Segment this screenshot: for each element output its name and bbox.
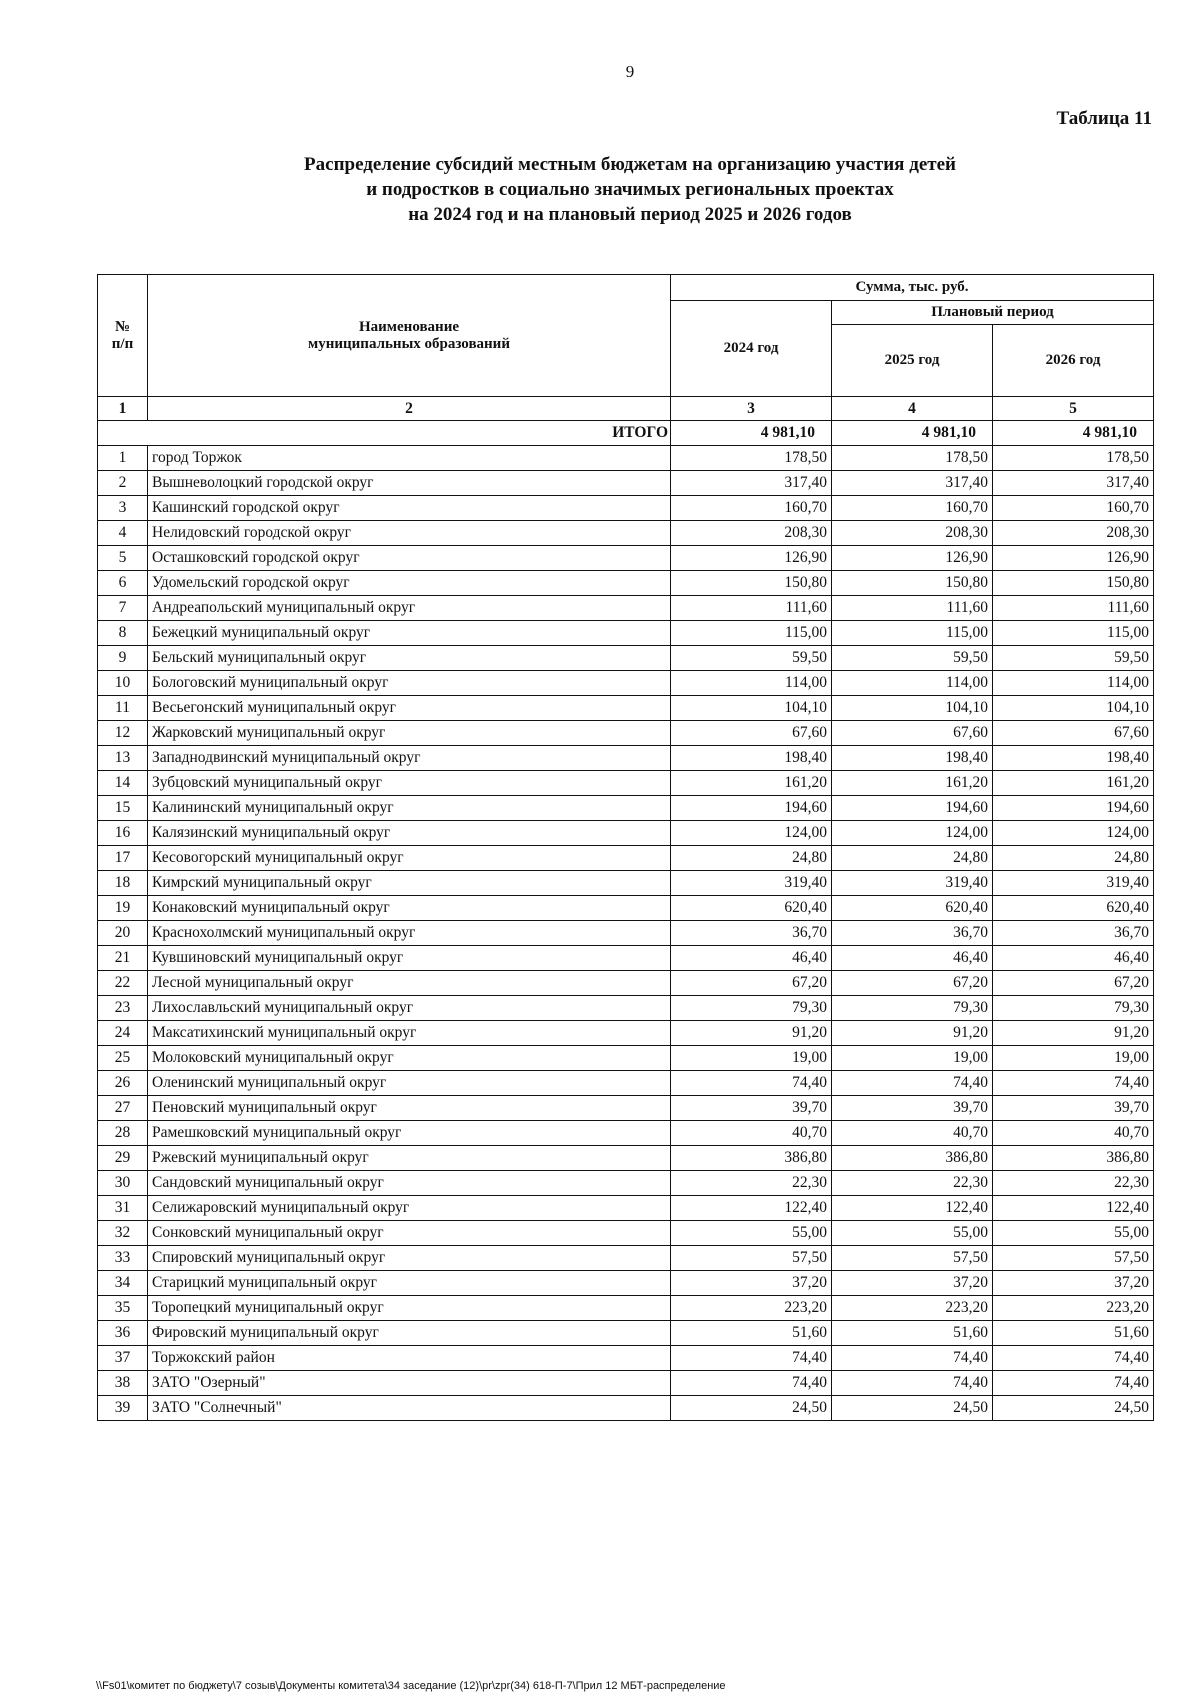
row-number: 16 (98, 821, 148, 846)
table-row (98, 446, 1154, 471)
municipality-name: Бежецкий муниципальный округ (148, 621, 671, 646)
col-number: 4 (832, 397, 993, 421)
municipality-name: Весьегонский муниципальный округ (148, 696, 671, 721)
value-2025: 36,70 (832, 921, 993, 946)
value-2024: 24,50 (671, 1396, 832, 1421)
municipality-name: Молоковский муниципальный округ (148, 1046, 671, 1071)
value-2025: 74,40 (832, 1071, 993, 1096)
value-2025: 67,60 (832, 721, 993, 746)
value-2025: 178,50 (832, 446, 993, 471)
municipality-name: Торжокский район (148, 1346, 671, 1371)
value-2025: 57,50 (832, 1246, 993, 1271)
value-2025: 114,00 (832, 671, 993, 696)
table-row (98, 1346, 1154, 1371)
header-2024: 2024 год (671, 301, 832, 397)
value-2024: 74,40 (671, 1371, 832, 1396)
municipality-name: Осташковский городской округ (148, 546, 671, 571)
title-line: на 2024 год и на плановый период 2025 и 2026 годов (408, 204, 852, 225)
title-line: Распределение субсидий местным бюджетам на организацию участия детей (304, 154, 956, 175)
value-2025: 55,00 (832, 1221, 993, 1246)
value-2025: 319,40 (832, 871, 993, 896)
value-2026: 150,80 (993, 571, 1154, 596)
value-2025: 198,40 (832, 746, 993, 771)
total-2024: 4 981,10 (671, 421, 832, 446)
header-sum: Сумма, тыс. руб. (671, 275, 1154, 301)
value-2024: 194,60 (671, 796, 832, 821)
value-2024: 319,40 (671, 871, 832, 896)
value-2025: 124,00 (832, 821, 993, 846)
table-row (98, 1021, 1154, 1046)
value-2025: 122,40 (832, 1196, 993, 1221)
value-2024: 57,50 (671, 1246, 832, 1271)
row-number: 26 (98, 1071, 148, 1096)
table-row (98, 1046, 1154, 1071)
value-2025: 24,80 (832, 846, 993, 871)
value-2026: 208,30 (993, 521, 1154, 546)
table-row (98, 1096, 1154, 1121)
municipality-name: Зубцовский муниципальный округ (148, 771, 671, 796)
value-2024: 124,00 (671, 821, 832, 846)
table-row (98, 1221, 1154, 1246)
table-row (98, 1321, 1154, 1346)
value-2025: 150,80 (832, 571, 993, 596)
value-2026: 122,40 (993, 1196, 1154, 1221)
value-2024: 22,30 (671, 1171, 832, 1196)
municipality-name: Сонковский муниципальный округ (148, 1221, 671, 1246)
value-2024: 24,80 (671, 846, 832, 871)
value-2024: 67,60 (671, 721, 832, 746)
municipality-name: Андреапольский муниципальный округ (148, 596, 671, 621)
municipality-name: Кесовогорский муниципальный округ (148, 846, 671, 871)
table-row (98, 596, 1154, 621)
value-2024: 74,40 (671, 1346, 832, 1371)
col-number: 2 (148, 397, 671, 421)
value-2024: 19,00 (671, 1046, 832, 1071)
value-2024: 208,30 (671, 521, 832, 546)
value-2025: 74,40 (832, 1346, 993, 1371)
value-2024: 37,20 (671, 1271, 832, 1296)
value-2026: 317,40 (993, 471, 1154, 496)
value-2026: 67,60 (993, 721, 1154, 746)
municipality-name: Кашинский городской округ (148, 496, 671, 521)
value-2026: 24,80 (993, 846, 1154, 871)
table-row (98, 1371, 1154, 1396)
header-num (98, 275, 148, 397)
municipality-name: Максатихинский муниципальный округ (148, 1021, 671, 1046)
value-2024: 67,20 (671, 971, 832, 996)
value-2026: 55,00 (993, 1221, 1154, 1246)
value-2024: 79,30 (671, 996, 832, 1021)
row-number: 33 (98, 1246, 148, 1271)
table-row (98, 1396, 1154, 1421)
value-2026: 24,50 (993, 1396, 1154, 1421)
value-2026: 319,40 (993, 871, 1154, 896)
value-2026: 37,20 (993, 1271, 1154, 1296)
header-num-line2: п/п (111, 335, 134, 352)
header-name-line1: Наименование (359, 318, 459, 335)
table-row (98, 646, 1154, 671)
value-2025: 126,90 (832, 546, 993, 571)
value-2025: 39,70 (832, 1096, 993, 1121)
value-2025: 104,10 (832, 696, 993, 721)
value-2025: 91,20 (832, 1021, 993, 1046)
municipality-name: Конаковский муниципальный округ (148, 896, 671, 921)
table-row (98, 621, 1154, 646)
municipality-name: Западнодвинский муниципальный округ (148, 746, 671, 771)
header-name (148, 275, 671, 397)
row-number: 19 (98, 896, 148, 921)
value-2025: 24,50 (832, 1396, 993, 1421)
value-2025: 223,20 (832, 1296, 993, 1321)
table-label: Таблица 11 (1056, 108, 1152, 129)
value-2024: 36,70 (671, 921, 832, 946)
row-number: 34 (98, 1271, 148, 1296)
row-number: 14 (98, 771, 148, 796)
municipality-name: Лихославльский муниципальный округ (148, 996, 671, 1021)
value-2026: 124,00 (993, 821, 1154, 846)
municipality-name: город Торжок (148, 446, 671, 471)
table-row (98, 1271, 1154, 1296)
value-2025: 51,60 (832, 1321, 993, 1346)
municipality-name: Спировский муниципальный округ (148, 1246, 671, 1271)
value-2026: 91,20 (993, 1021, 1154, 1046)
header-name-line2: муниципальных образований (308, 335, 510, 352)
municipality-name: Ржевский муниципальный округ (148, 1146, 671, 1171)
value-2024: 122,40 (671, 1196, 832, 1221)
page-number: 9 (625, 62, 635, 81)
municipality-name: Кимрский муниципальный округ (148, 871, 671, 896)
value-2024: 178,50 (671, 446, 832, 471)
value-2026: 40,70 (993, 1121, 1154, 1146)
header-num-line1: № (114, 318, 131, 335)
total-label: ИТОГО (98, 421, 671, 446)
table-row (98, 1196, 1154, 1221)
municipality-name: Старицкий муниципальный округ (148, 1271, 671, 1296)
row-number: 10 (98, 671, 148, 696)
row-number: 37 (98, 1346, 148, 1371)
municipality-name: Кувшиновский муниципальный округ (148, 946, 671, 971)
value-2025: 111,60 (832, 596, 993, 621)
row-number: 21 (98, 946, 148, 971)
value-2026: 620,40 (993, 896, 1154, 921)
row-number: 36 (98, 1321, 148, 1346)
row-number: 5 (98, 546, 148, 571)
value-2025: 620,40 (832, 896, 993, 921)
value-2024: 59,50 (671, 646, 832, 671)
table-row (98, 1296, 1154, 1321)
value-2026: 22,30 (993, 1171, 1154, 1196)
row-number: 15 (98, 796, 148, 821)
value-2026: 161,20 (993, 771, 1154, 796)
col-number: 3 (671, 397, 832, 421)
municipality-name: Сандовский муниципальный округ (148, 1171, 671, 1196)
value-2024: 40,70 (671, 1121, 832, 1146)
table-row (98, 871, 1154, 896)
municipality-name: Удомельский городской округ (148, 571, 671, 596)
row-number: 11 (98, 696, 148, 721)
document-title (200, 152, 1060, 227)
subsidy-table (97, 274, 1154, 1421)
municipality-name: Калининский муниципальный округ (148, 796, 671, 821)
value-2026: 178,50 (993, 446, 1154, 471)
value-2026: 51,60 (993, 1321, 1154, 1346)
municipality-name: Нелидовский городской округ (148, 521, 671, 546)
value-2025: 161,20 (832, 771, 993, 796)
table-row (98, 571, 1154, 596)
header-2026: 2026 год (993, 325, 1154, 397)
row-number: 22 (98, 971, 148, 996)
value-2025: 79,30 (832, 996, 993, 1021)
value-2025: 74,40 (832, 1371, 993, 1396)
value-2026: 114,00 (993, 671, 1154, 696)
value-2024: 55,00 (671, 1221, 832, 1246)
value-2024: 317,40 (671, 471, 832, 496)
table-row (98, 896, 1154, 921)
table-row (98, 1146, 1154, 1171)
table-row (98, 971, 1154, 996)
table-row (98, 821, 1154, 846)
table-row (98, 1121, 1154, 1146)
value-2026: 115,00 (993, 621, 1154, 646)
row-number: 6 (98, 571, 148, 596)
value-2024: 126,90 (671, 546, 832, 571)
table-row (98, 696, 1154, 721)
value-2026: 46,40 (993, 946, 1154, 971)
row-number: 28 (98, 1121, 148, 1146)
value-2024: 39,70 (671, 1096, 832, 1121)
value-2025: 46,40 (832, 946, 993, 971)
municipality-name: Рамешковский муниципальный округ (148, 1121, 671, 1146)
value-2026: 67,20 (993, 971, 1154, 996)
value-2025: 37,20 (832, 1271, 993, 1296)
municipality-name: Бологовский муниципальный округ (148, 671, 671, 696)
table-row (98, 771, 1154, 796)
municipality-name: Калязинский муниципальный округ (148, 821, 671, 846)
row-number: 18 (98, 871, 148, 896)
table-row (98, 921, 1154, 946)
municipality-name: Вышневолоцкий городской округ (148, 471, 671, 496)
header-plan-period: Плановый период (832, 301, 1154, 325)
value-2024: 223,20 (671, 1296, 832, 1321)
table-row (98, 671, 1154, 696)
value-2024: 386,80 (671, 1146, 832, 1171)
value-2026: 74,40 (993, 1371, 1154, 1396)
table-row (98, 946, 1154, 971)
col-number: 5 (993, 397, 1154, 421)
title-line: и подростков в социально значимых региональных проектах (366, 179, 894, 200)
value-2026: 386,80 (993, 1146, 1154, 1171)
col-number: 1 (98, 397, 148, 421)
total-2025: 4 981,10 (832, 421, 993, 446)
value-2025: 160,70 (832, 496, 993, 521)
row-number: 24 (98, 1021, 148, 1046)
total-2026: 4 981,10 (993, 421, 1154, 446)
row-number: 13 (98, 746, 148, 771)
table-row (98, 546, 1154, 571)
value-2025: 194,60 (832, 796, 993, 821)
value-2025: 40,70 (832, 1121, 993, 1146)
value-2024: 46,40 (671, 946, 832, 971)
row-number: 32 (98, 1221, 148, 1246)
municipality-name: ЗАТО "Озерный" (148, 1371, 671, 1396)
table-row (98, 496, 1154, 521)
value-2026: 126,90 (993, 546, 1154, 571)
value-2024: 74,40 (671, 1071, 832, 1096)
value-2024: 91,20 (671, 1021, 832, 1046)
row-number: 12 (98, 721, 148, 746)
value-2026: 223,20 (993, 1296, 1154, 1321)
row-number: 39 (98, 1396, 148, 1421)
value-2026: 59,50 (993, 646, 1154, 671)
municipality-name: ЗАТО "Солнечный" (148, 1396, 671, 1421)
row-number: 2 (98, 471, 148, 496)
municipality-name: Селижаровский муниципальный округ (148, 1196, 671, 1221)
value-2024: 150,80 (671, 571, 832, 596)
value-2024: 161,20 (671, 771, 832, 796)
municipality-name: Бельский муниципальный округ (148, 646, 671, 671)
row-number: 35 (98, 1296, 148, 1321)
municipality-name: Оленинский муниципальный округ (148, 1071, 671, 1096)
value-2026: 198,40 (993, 746, 1154, 771)
value-2024: 104,10 (671, 696, 832, 721)
table-body (98, 446, 1154, 1421)
municipality-name: Лесной муниципальный округ (148, 971, 671, 996)
table-row (98, 746, 1154, 771)
row-number: 30 (98, 1171, 148, 1196)
total-row (98, 421, 1154, 446)
row-number: 4 (98, 521, 148, 546)
value-2024: 111,60 (671, 596, 832, 621)
table-row (98, 1246, 1154, 1271)
value-2026: 39,70 (993, 1096, 1154, 1121)
value-2024: 160,70 (671, 496, 832, 521)
value-2025: 386,80 (832, 1146, 993, 1171)
row-number: 7 (98, 596, 148, 621)
value-2024: 51,60 (671, 1321, 832, 1346)
municipality-name: Краснохолмский муниципальный округ (148, 921, 671, 946)
row-number: 27 (98, 1096, 148, 1121)
value-2024: 198,40 (671, 746, 832, 771)
table-row (98, 1171, 1154, 1196)
row-number: 23 (98, 996, 148, 1021)
row-number: 9 (98, 646, 148, 671)
row-number: 25 (98, 1046, 148, 1071)
value-2026: 74,40 (993, 1071, 1154, 1096)
table-row (98, 471, 1154, 496)
value-2026: 57,50 (993, 1246, 1154, 1271)
value-2024: 115,00 (671, 621, 832, 646)
value-2025: 19,00 (832, 1046, 993, 1071)
header-2025: 2025 год (832, 325, 993, 397)
row-number: 17 (98, 846, 148, 871)
municipality-name: Фировский муниципальный округ (148, 1321, 671, 1346)
municipality-name: Торопецкий муниципальный округ (148, 1296, 671, 1321)
table-row (98, 1071, 1154, 1096)
table-row (98, 521, 1154, 546)
value-2026: 104,10 (993, 696, 1154, 721)
row-number: 3 (98, 496, 148, 521)
row-number: 8 (98, 621, 148, 646)
value-2026: 111,60 (993, 596, 1154, 621)
row-number: 1 (98, 446, 148, 471)
table-row (98, 721, 1154, 746)
municipality-name: Жарковский муниципальный округ (148, 721, 671, 746)
table-row (98, 846, 1154, 871)
value-2026: 194,60 (993, 796, 1154, 821)
value-2026: 19,00 (993, 1046, 1154, 1071)
table-row (98, 996, 1154, 1021)
value-2025: 22,30 (832, 1171, 993, 1196)
row-number: 31 (98, 1196, 148, 1221)
value-2025: 115,00 (832, 621, 993, 646)
value-2025: 208,30 (832, 521, 993, 546)
value-2026: 79,30 (993, 996, 1154, 1021)
file-path-footer: \\Fs01\комитет по бюджету\7 созыв\Документы комитета\34 заседание (12)\pr\zpr(34) 618-П-7\Прил 12 МБТ-распределение (96, 1680, 726, 1692)
value-2025: 317,40 (832, 471, 993, 496)
value-2024: 620,40 (671, 896, 832, 921)
value-2026: 74,40 (993, 1346, 1154, 1371)
value-2025: 59,50 (832, 646, 993, 671)
value-2025: 67,20 (832, 971, 993, 996)
table-row (98, 796, 1154, 821)
municipality-name: Пеновский муниципальный округ (148, 1096, 671, 1121)
row-number: 29 (98, 1146, 148, 1171)
value-2026: 36,70 (993, 921, 1154, 946)
value-2026: 160,70 (993, 496, 1154, 521)
value-2024: 114,00 (671, 671, 832, 696)
row-number: 20 (98, 921, 148, 946)
row-number: 38 (98, 1371, 148, 1396)
